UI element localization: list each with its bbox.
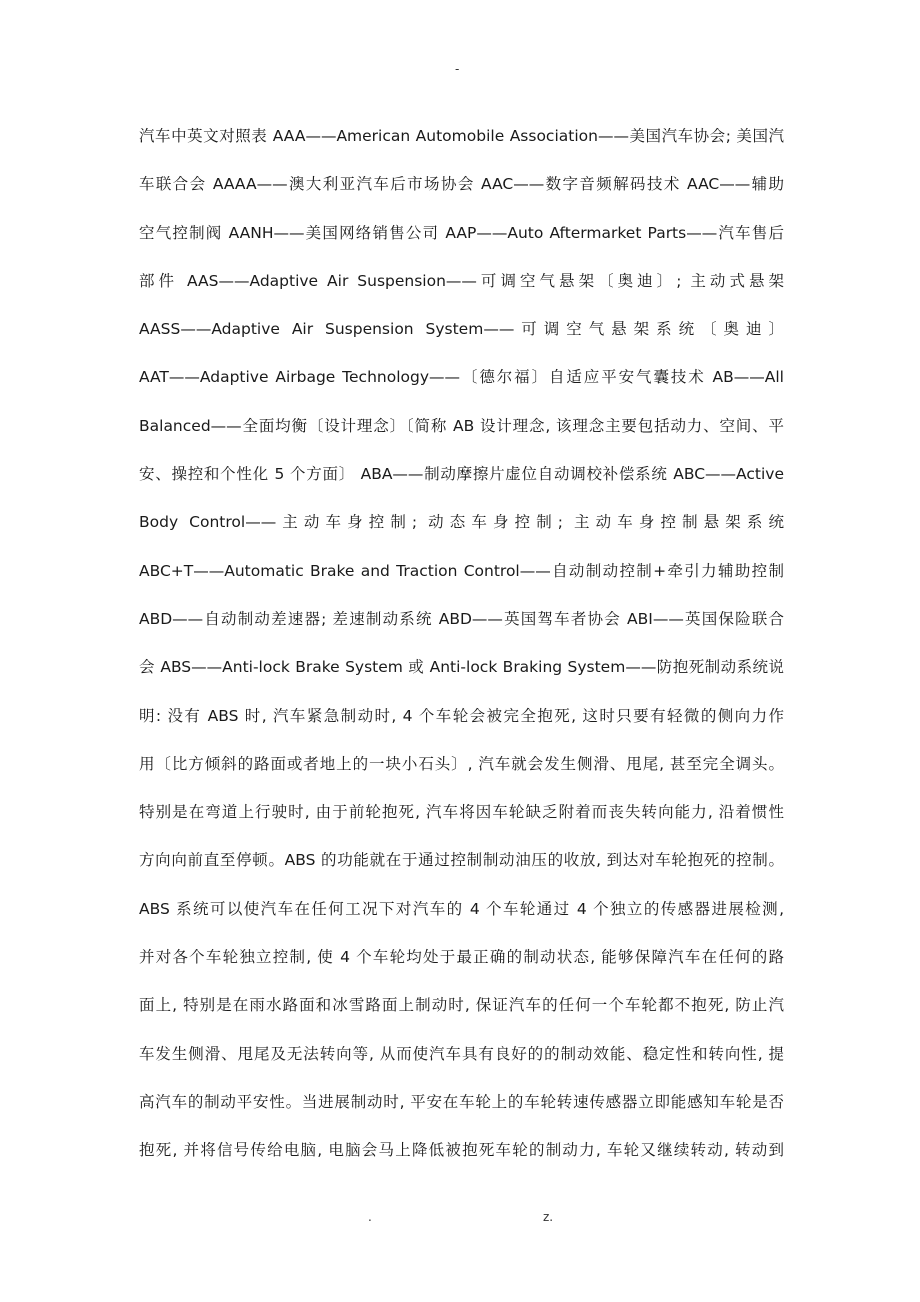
text-line-20: 车发生侧滑、甩尾及无法转向等, 从而使汽车具有良好的的制动效能、稳定性和转向性, 提 <box>139 1044 784 1063</box>
text-line-7: Balanced——全面均衡〔设计理念〕〔简称 AB 设计理念, 该理念主要包括动力、空间、平 <box>139 416 784 435</box>
text-line-8: 安、操控和个性化 5 个方面〕 ABA——制动摩擦片虚位自动调校补偿系统 ABC——Active <box>139 465 784 484</box>
text-line-21: 高汽车的制动平安性。当进展制动时, 平安在车轮上的车轮转速传感器立即能感知车轮是否 <box>139 1092 784 1111</box>
footer-left-mark: . <box>368 1210 372 1224</box>
text-line-10: ABC+T——Automatic Brake and Traction Control——自动制动控制+牵引力辅助控制 <box>139 561 784 580</box>
text-line-22: 抱死, 并将信号传给电脑, 电脑会马上降低被抱死车轮的制动力, 车轮又继续转动, 转动到 <box>139 1141 784 1160</box>
text-line-1: 汽车中英文对照表 AAA——American Automobile Association——美国汽车协会; 美国汽 <box>139 127 784 145</box>
text-line-12: 会 ABS——Anti-lock Brake System 或 Anti-lock Braking System——防抱死制动系统说 <box>139 658 784 677</box>
text-line-16: 方向向前直至停顿。ABS 的功能就在于通过控制制动油压的收放, 到达对车轮抱死的控制。 <box>139 851 784 870</box>
footer-right-mark: z. <box>543 1210 554 1224</box>
text-line-19: 面上, 特别是在雨水路面和冰雪路面上制动时, 保证汽车的任何一个车轮都不抱死, 防止汽 <box>139 996 784 1015</box>
text-line-17: ABS 系统可以使汽车在任何工况下对汽车的 4 个车轮通过 4 个独立的传感器进展检测, <box>139 899 784 918</box>
text-line-13: 明: 没有 ABS 时, 汽车紧急制动时, 4 个车轮会被完全抱死, 这时只要有轻微的侧向力作 <box>139 706 784 725</box>
header-mark: - <box>455 62 460 76</box>
text-line-4: 部件 AAS——Adaptive Air Suspension——可调空气悬架〔奥迪〕; 主动式悬架 <box>139 271 784 290</box>
text-line-2: 车联合会 AAAA——澳大利亚汽车后市场协会 AAC——数字音频解码技术 AAC——辅助 <box>139 175 784 194</box>
text-line-3: 空气控制阀 AANH——美国网络销售公司 AAP——Auto Aftermarket Parts——汽车售后 <box>139 223 784 242</box>
text-line-11: ABD——自动制动差速器; 差速制动系统 ABD——英国驾车者协会 ABI——英国保险联合 <box>139 609 784 628</box>
text-line-5: AASS——Adaptive Air Suspension System——可调空气悬架系统〔奥迪〕 <box>139 320 784 339</box>
text-line-9: Body Control——主动车身控制; 动态车身控制; 主动车身控制悬架系统 <box>139 513 784 532</box>
text-line-14: 用〔比方倾斜的路面或者地上的一块小石头〕, 汽车就会发生侧滑、甩尾, 甚至完全调头。 <box>139 754 784 773</box>
text-line-15: 特别是在弯道上行驶时, 由于前轮抱死, 汽车将因车轮缺乏附着而丧失转向能力, 沿着惯性 <box>139 803 784 822</box>
text-line-18: 并对各个车轮独立控制, 使 4 个车轮均处于最正确的制动状态, 能够保障汽车在任何的路 <box>139 948 784 967</box>
text-line-6: AAT——Adaptive Airbage Technology——〔德尔福〕自适应平安气囊技术 AB——All <box>139 368 784 387</box>
document-body <box>139 118 784 1181</box>
